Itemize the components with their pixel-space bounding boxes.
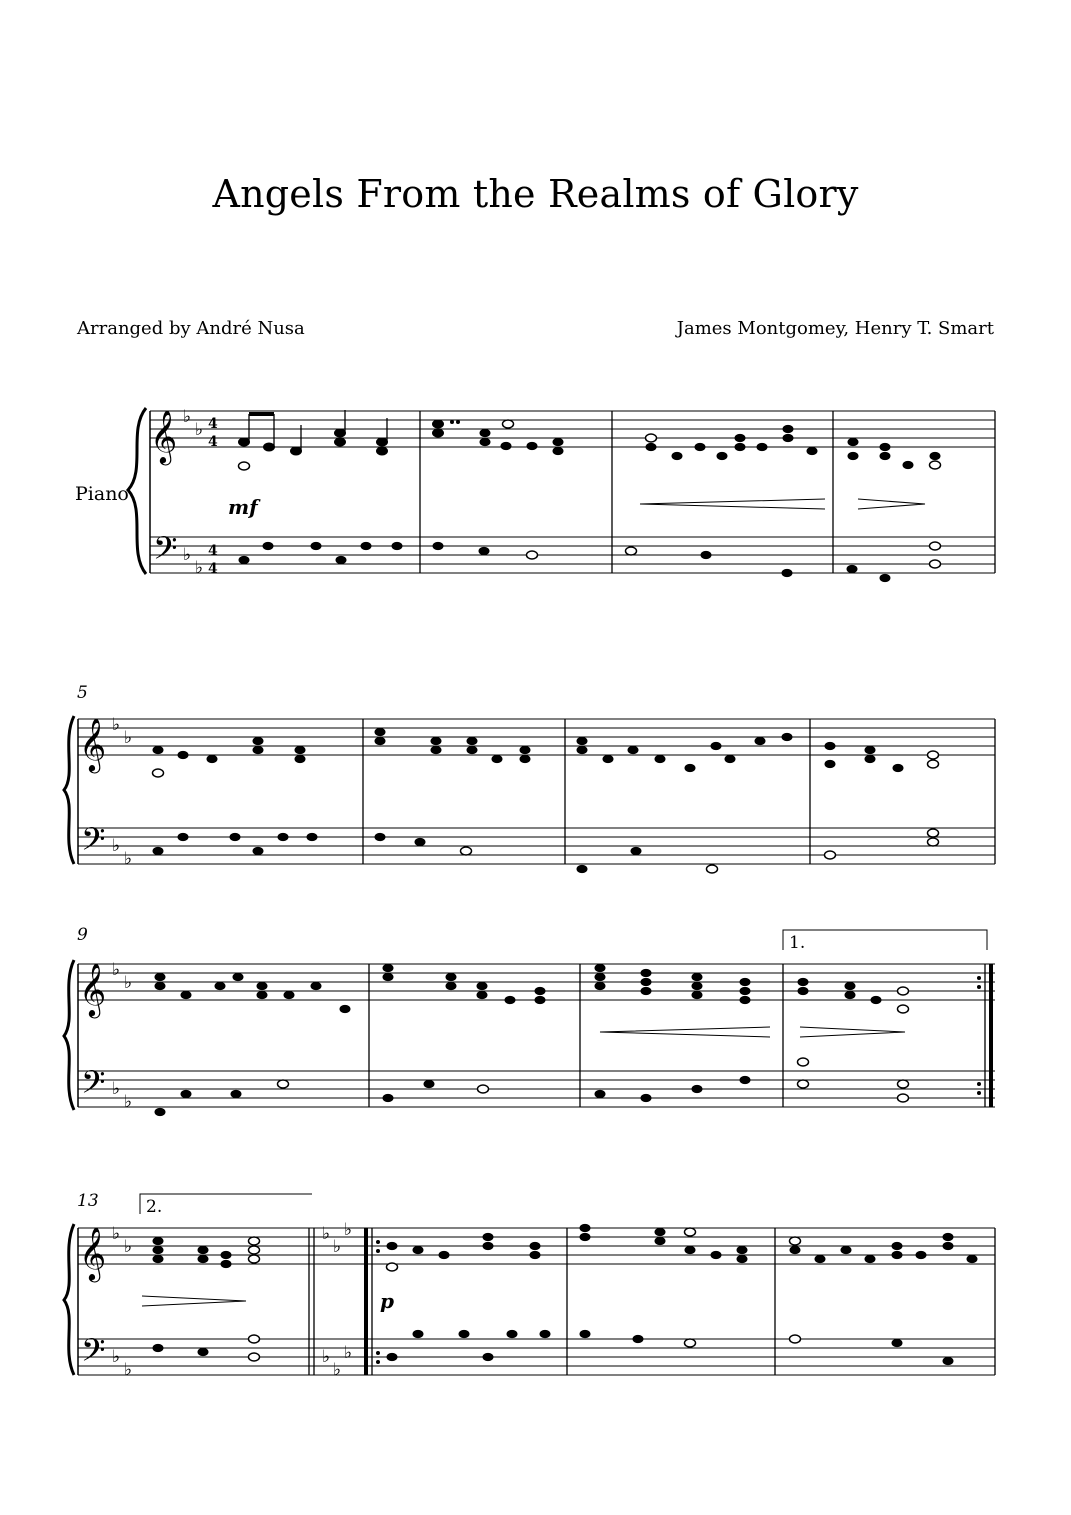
measure-number: 13: [77, 1191, 99, 1211]
treble-clef-icon: 𝄞: [79, 962, 107, 1016]
grand-staff-brace: [128, 408, 146, 574]
composer-credit: James Montgomey, Henry T. Smart: [676, 318, 994, 339]
key-signature-flats: ♭: [183, 407, 192, 427]
grand-staff-brace: [64, 716, 74, 864]
svg-text:4: 4: [208, 543, 218, 559]
bass-clef-icon: 𝄢: [81, 1332, 106, 1376]
svg-text:♭: ♭: [124, 1237, 133, 1257]
arranger-credit: Arranged by André Nusa: [77, 318, 305, 339]
grand-staff-brace: [64, 1224, 74, 1375]
svg-text:2.: 2.: [146, 1197, 163, 1217]
decrescendo-hairpin: [858, 499, 925, 509]
treble-clef-icon: 𝄞: [79, 1226, 107, 1280]
svg-text:♭: ♭: [124, 849, 133, 869]
score-title: Angels From the Realms of Glory: [212, 172, 859, 216]
measure-number: 5: [77, 683, 88, 703]
svg-text:♭: ♭: [112, 1347, 121, 1367]
system-3: [0, 925, 1071, 1115]
system-1: [0, 395, 1071, 595]
svg-text:♭: ♭: [333, 1360, 342, 1380]
notes-treble: [153, 728, 939, 777]
svg-text:♭: ♭: [112, 715, 121, 735]
svg-text:♭: ♭: [333, 1237, 342, 1257]
treble-clef-icon: 𝄞: [79, 717, 107, 771]
bass-staff: [78, 828, 995, 864]
bass-clef-icon: 𝄢: [81, 1064, 106, 1108]
key-signature-flats: ♭: [183, 545, 192, 565]
decrescendo-hairpin: [800, 1027, 905, 1037]
grand-staff-brace: [64, 960, 74, 1110]
svg-text:♭: ♭: [112, 836, 121, 856]
bass-staff: [78, 1071, 995, 1107]
volta-bracket-1: [783, 930, 987, 950]
dynamic-marking: mf: [228, 495, 258, 519]
time-signature: 4: [208, 416, 218, 432]
instrument-label: Piano: [75, 483, 129, 505]
svg-text:♭: ♭: [124, 1092, 133, 1112]
system-4: [0, 1185, 1071, 1385]
svg-text:♭: ♭: [344, 1220, 353, 1240]
svg-text:♭: ♭: [195, 420, 204, 440]
bass-staff: [78, 1339, 995, 1375]
bass-clef-icon: 𝄢: [153, 530, 178, 574]
svg-text:♭: ♭: [112, 1224, 121, 1244]
notes-treble: [239, 410, 941, 470]
treble-staff: [78, 964, 995, 1000]
svg-text:♭: ♭: [344, 1343, 353, 1363]
treble-staff: [78, 719, 995, 755]
svg-text:♭: ♭: [124, 973, 133, 993]
svg-text:♭: ♭: [112, 1079, 121, 1099]
notes-bass: [239, 542, 941, 582]
svg-text:1.: 1.: [789, 933, 806, 953]
svg-text:♭: ♭: [124, 728, 133, 748]
svg-text:♭: ♭: [322, 1347, 331, 1367]
bass-staff: [150, 537, 995, 573]
crescendo-hairpin: [600, 1027, 770, 1037]
svg-text:♭: ♭: [124, 1360, 133, 1380]
svg-text:4: 4: [208, 561, 218, 577]
notes-treble: [155, 964, 909, 1013]
measure-number: 9: [77, 925, 88, 945]
treble-staff: [150, 411, 995, 447]
dynamic-marking: p: [380, 1289, 394, 1313]
key-signature-flats: ♭: [322, 1224, 331, 1244]
volta-bracket-2: [140, 1194, 312, 1214]
svg-text:4: 4: [208, 434, 218, 450]
svg-text:♭: ♭: [195, 558, 204, 578]
system-2: [0, 680, 1071, 869]
notes-bass: [153, 829, 939, 873]
svg-text:♭: ♭: [112, 960, 121, 980]
crescendo-hairpin: [640, 499, 825, 509]
bass-clef-icon: 𝄢: [81, 821, 106, 865]
treble-clef-icon: 𝄞: [150, 409, 178, 463]
decrescendo-hairpin: [142, 1296, 246, 1306]
